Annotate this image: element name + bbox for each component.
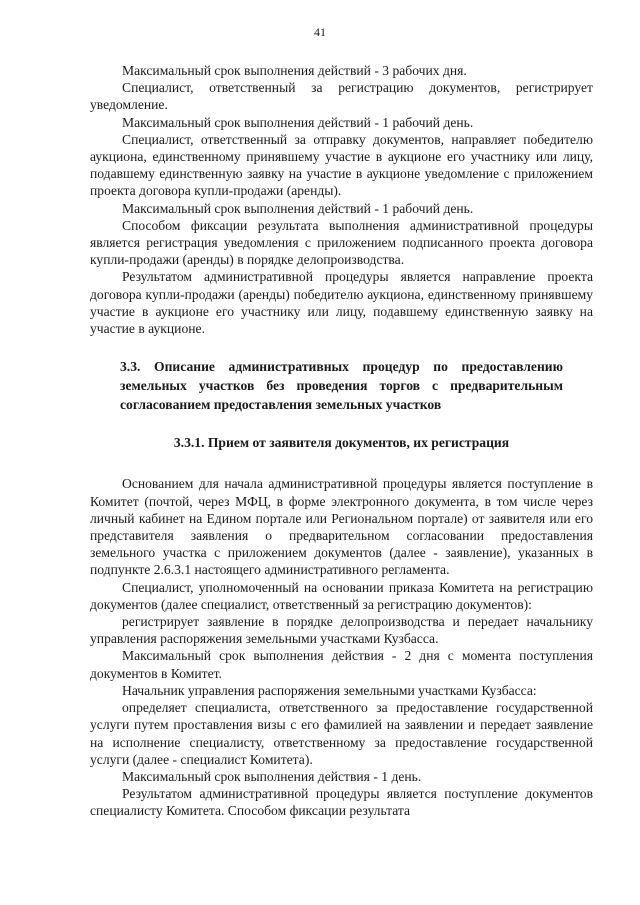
paragraph: Максимальный срок выполнения действия - 1 день. [122, 768, 422, 784]
paragraph: Специалист, ответственный за отправку документов, направляет победителю аукциона, единственному принявшему участие в аукционе его участнику или лицу, подавшему единственную заявку на участие в аукционе уведомление с приложением проекта договора купли-продажи (аренды). [90, 131, 593, 199]
page-number: 41 [314, 25, 326, 39]
paragraph: Максимальный срок выполнения действий - 1 рабочий день. [122, 114, 474, 130]
paragraph: Результатом административной процедуры является поступление документов специалисту Комитета. Способом фиксации результата [90, 786, 593, 819]
paragraph: определяет специалиста, ответственного за предоставление государственной услуги путем проставления визы с его фамилией на заявлении и передает заявление на исполнение специалисту, ответственному за предоставление государственной услуги (далее - специалист Комитета). [90, 700, 593, 767]
subsection-heading: 3.3.1. Прием от заявителя документов, их регистрация [173, 435, 510, 451]
paragraph: Способом фиксации результата выполнения административной процедуры является регистрация уведомления с приложением подписанного проекта договора купли-продажи (аренды) в порядке делопроизводства. [90, 217, 593, 268]
paragraph: Основанием для начала административной процедуры является поступление в Комитет (почтой, через МФЦ, в форме электронного документа, в том числе через личный кабинет на Едином портале или Региональном портале) от заявителя или его представителя заявления о предварительном согласовании предоставления земельного участка с приложением документов (далее - заявление), указанных в подпункте 2.6.3.1 настоящего административного регламента. [90, 476, 593, 578]
section-heading: 3.3. Описание административных процедур по предоставлению земельных участков без проведения торгов с предварительным согласованием предоставления земельных участков [120, 359, 563, 413]
document-body [90, 62, 593, 820]
paragraph: Специалист, уполномоченный на основании приказа Комитета на регистрацию документов (далее специалист, ответственный за регистрацию документов): [90, 579, 593, 612]
paragraph: Максимальный срок выполнения действий - 1 рабочий день. [122, 200, 474, 216]
paragraph: Максимальный срок выполнения действий - 3 рабочих дня. [122, 63, 467, 78]
paragraph: Результатом административной процедуры является направление проекта договора купли-продажи (аренды) победителю аукциона, единственному принявшему участие в аукционе его участнику или лицу, подавшему единственную заявку на участие в аукционе. [90, 269, 593, 337]
paragraph: Начальник управления распоряжения земельными участками Кузбасса: [122, 682, 537, 698]
paragraph: регистрирует заявление в порядке делопроизводства и передает начальнику управления распоряжения земельными участками Кузбасса. [90, 614, 593, 647]
paragraph: Специалист, ответственный за регистрацию документов, регистрирует уведомление. [90, 80, 593, 113]
paragraph: Максимальный срок выполнения действия - 2 дня с момента поступления документов в Комитет. [90, 648, 593, 681]
